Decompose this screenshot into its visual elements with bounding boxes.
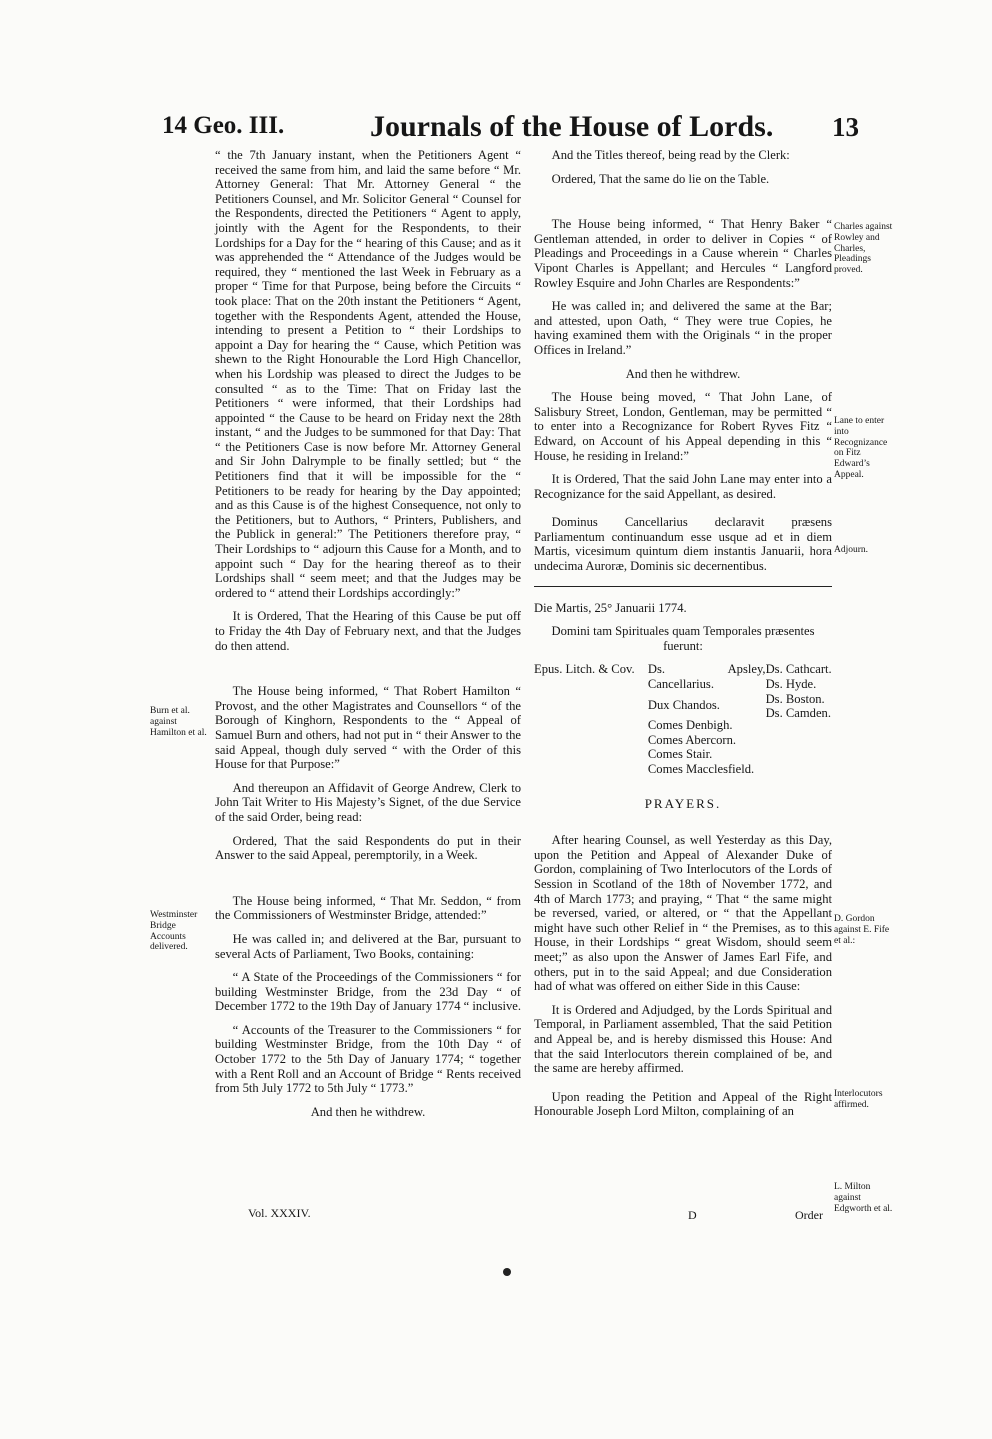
side-note-interlocutors: Interlocutors affirmed. [834, 1089, 883, 1110]
burn-hamilton-informed: The House being informed, “ That Robert Hamilton “ Provost, and the other Magistrates and Counsellors “ of the Borough of Kinghorn, Respondents to the “ Appeal of Samuel Burn and others, had not put in “ their Answer to the said Appeal, though duly served “ with the Order of this House for that Purpose:” [215, 684, 521, 772]
journal-title: Journals of the House of Lords. [370, 110, 774, 143]
regnal-year: 14 Geo. III. [162, 112, 285, 139]
withdrew-left: And then he withdrew. [310, 1104, 426, 1119]
signature-mark: D [688, 1208, 697, 1222]
section-rule [534, 586, 832, 587]
side-note-charles: Charles against Rowley and Charles, Pleadings proved. [834, 222, 893, 276]
order-hearing-put-off: It is Ordered, That the Hearing of this Cause be put off to Friday the 4th Day of February next, and that the Judges do then attend. [215, 609, 521, 653]
attendee: Comes Stair. [647, 747, 713, 762]
delivered-two-books: He was called in; and delivered at the Bar, pursuant to several Acts of Parliament, Two Books, containing: [215, 931, 521, 961]
withdrew-right: And then he withdrew. [625, 366, 741, 381]
attendee: Ds. Camden. [765, 706, 831, 721]
die-line: Die Martis, 25° Januarii 1774. [534, 600, 687, 615]
side-note-burn: Burn et al. against Hamilton et al. [150, 706, 207, 738]
attendance-col-1 [534, 662, 648, 776]
side-note-lane: Lane to enter into Recognizance on Fitz Edward’s Appeal. [834, 416, 888, 480]
attendance-col-2 [648, 662, 766, 776]
baker-informed: The House being informed, “ That Henry Baker “ Gentleman attended, in order to deliver in Copies “ of Pleadings and Proceedings in a Cause wherein “ Charles Vipont Charles is Appellant; and Hercules “ Langford Rowley Esquire and John Charles are Respondents:” [534, 217, 832, 290]
baker-called-in: He was called in; and delivered the same at the Bar; and attested, upon Oath, “ They were true Copies, he having examined them with the Originals “ in the proper Offices in Ireland.” [534, 299, 832, 357]
order-lie-on-table: Ordered, That the same do lie on the Table. [551, 171, 770, 186]
attendee: Dux Chandos. [647, 697, 720, 712]
petition-continued-text: “ the 7th January instant, when the Petitioners Agent “ received the same from him, and laid the same before “ Mr. Attorney General: That Mr. Attorney General “ the Petitioners Counsel, and Mr. Solicitor General “ Counsel for the Respondents, directed the Petitioners “ Agent to apply, jointly with the Agent for the Respondents, to their Lordships for a Day for the “ hearing of this Cause; and as it was apprehended the “ Attendance of the Judges would be required, they “ mentioned the last Week in February as a proper “ Time for that Purpose, being before the Circuits “ took place: That on the 20th instant the Petitioners “ Agent, together with the Respondents Agent, attended the House, intending to present a Petition to “ their Lordships to appoint a Day for hearing the “ Cause, which Petition was shewn to the Right Honourable the Lord High Chancellor, when his Lordship was pleased to direct the Judges to be consulted “ as to the Time: That on Friday last the Petitioners “ were informed, that their Lordships had appointed “ the Cause to be heard on Friday next the 28th instant, “ and the Judges to be summoned for that Day: That “ the Petitioners Case is now before Mr. Attorney General and Sir John Dalrymple to be finally settled; but “ the Petitioners find that it will be impossible for the “ Petitioners to be ready for hearing by the Day appointed; and as this Cause is of the highest Consequence, not only to the Petitioners, but to Authors, “ Printers, Publishers, and the Publick in general:” The Petitioners therefore pray, “ Their Lordships to “ adjourn this Cause for a Month, and to appoint such “ Day for the hearing thereof as to their Lordships shall “ seem meet; and that the Judges may be ordered to “ attend their Lordships accordingly:” [215, 148, 521, 600]
attendee: Ds. Cathcart. [765, 662, 832, 677]
milton-appeal-text: Upon reading the Petition and Appeal of the Right Honourable Joseph Lord Milton, complaining of an [534, 1089, 832, 1119]
page-number: 13 [832, 112, 859, 142]
book-treasurer-accounts: “ Accounts of the Treasurer to the Commissioners “ for building Westminster Bridge, from the 10th Day “ of October 1772 to the 5th Day of January 1774; “ together with a Rent Roll and an Account of Bridge “ Rents received from 5th July 1772 to 5th July “ 1773.” [215, 1022, 521, 1096]
affidavit-read: And thereupon an Affidavit of George Andrew, Clerk to John Tait Writer to His Majesty’s Signet, of the due Service of the said Order, being read: [215, 780, 521, 824]
side-note-westminster: Westminster Bridge Accounts delivered. [150, 910, 198, 953]
side-note-milton: L. Milton against Edgworth et al. [834, 1182, 893, 1214]
attendee: Ds. Apsley, Cancellarius. [647, 662, 766, 692]
order-adjudged: It is Ordered and Adjudged, by the Lords Spiritual and Temporal, in Parliament assembled, That the said Petition and Appeal be, and is hereby dismissed this House: And that the said Interlocutors therein complained of be, and the same are hereby affirmed. [534, 1002, 832, 1076]
adjournment-latin: Dominus Cancellarius declaravit præsens Parliamentum continuandum esse usque ad et in diem Martis, vicesimum quintum diem instantis Januarii, hora undecima Auroræ, Dominis sic decernentibus. [534, 515, 832, 574]
attendance-col-3 [766, 662, 832, 776]
gordon-appeal-text: After hearing Counsel, as well Yesterday as this Day, upon the Petition and Appeal of Alexander Duke of Gordon, complaining of Two Interlocutors of the Lords of Session in Scotland of the 18th of November 1772, and 4th of March 1773; and praying, “ That “ the same might be reversed, varied, or altered, or “ that the Appellant might have such other Relief in “ the Premises, as to this House, in their Lordships “ great Wisdom, should seem meet;” as also upon the Answer of James Earl Fife, and others, put in to the said Appeal; and due Consideration had of what was offered on either Side in this Cause: [534, 833, 832, 994]
attendee: Comes Denbigh. [647, 718, 733, 733]
catchword: Order [795, 1208, 823, 1222]
attendee: Epus. Litch. & Cov. [534, 662, 635, 677]
right-column [534, 148, 832, 1128]
attendee: Ds. Hyde. [765, 677, 817, 692]
left-column [215, 148, 521, 1128]
side-note-adjourn: Adjourn. [834, 545, 869, 555]
attendee: Ds. Boston. [765, 691, 825, 706]
prayers-heading: PRAYERS. [644, 795, 722, 811]
attendance-list [534, 662, 832, 776]
titles-read: And the Titles thereof, being read by the Clerk: [551, 148, 790, 162]
domini-line: Domini tam Spirituales quam Temporales præsentes fuerunt: [551, 624, 815, 653]
attendee: Comes Macclesfield. [647, 762, 755, 776]
lane-moved: The House being moved, “ That John Lane, of Salisbury Street, London, Gentleman, may be permitted “ to enter into a Recognizance for Robert Ryves Fitz “ Edward, on Account of his Appeal depending in this “ House, he residing in Ireland:” [534, 390, 832, 463]
attendee: Comes Abercorn. [647, 732, 737, 747]
seddon-attended: The House being informed, “ That Mr. Seddon, “ from the Commissioners of Westminster Bridge, attended:” [215, 893, 521, 923]
ink-blot-mark [503, 1268, 511, 1276]
volume-mark: Vol. XXXIV. [248, 1206, 311, 1220]
order-lane-recognizance: It is Ordered, That the said John Lane may enter into a Recognizance for the said Appellant, as desired. [534, 472, 832, 501]
side-note-gordon: D. Gordon against E. Fife et al.: [834, 914, 890, 946]
book-state-proceedings: “ A State of the Proceedings of the Commissioners “ for building Westminster Bridge, from the 23d Day “ of December 1772 to the 19th Day of January 1774 “ inclusive. [215, 970, 522, 1014]
order-answer-week: Ordered, That the said Respondents do put in their Answer to the said Appeal, peremptorily, in a Week. [215, 833, 521, 863]
